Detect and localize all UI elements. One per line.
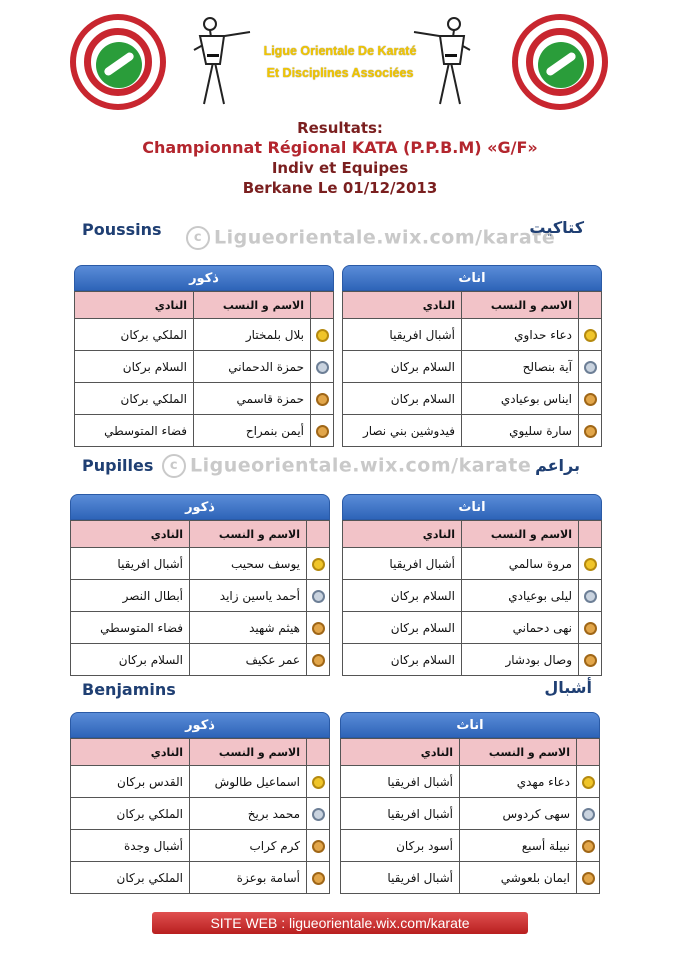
title-line-1: Resultats:	[297, 119, 383, 137]
column-club: النادي	[343, 521, 462, 548]
league-name-line1: Ligue Orientale De Karaté	[263, 44, 417, 58]
table-row: أسامة بوعزة الملكي بركان	[71, 862, 330, 894]
title-line-4: Berkane Le 01/12/2013	[242, 179, 438, 197]
table-header-boys: ذكور	[70, 712, 330, 738]
column-club: النادي	[341, 739, 460, 766]
gold-medal-icon	[312, 558, 325, 571]
table-row: عمر عكيف السلام بركان	[71, 644, 330, 676]
table-row: هيثم شهيد فضاء المتوسطي	[71, 612, 330, 644]
table-boys-poussins	[74, 265, 334, 447]
column-name: الاسم و النسب	[462, 521, 579, 548]
column-name: الاسم و النسب	[194, 292, 311, 319]
table-girls-pupilles	[342, 494, 602, 676]
table-row: حمزة قاسمي الملكي بركان	[75, 383, 334, 415]
results-table	[74, 291, 334, 447]
gold-medal-icon	[312, 776, 325, 789]
table-row: مروة سالمي أشبال افريقيا	[343, 548, 602, 580]
table-row: حمزة الدحماني السلام بركان	[75, 351, 334, 383]
league-name-line2: Et Disciplines Associées	[266, 66, 414, 80]
bronze-medal-icon	[584, 393, 597, 406]
bronze-medal-icon	[316, 425, 329, 438]
table-column-headers	[341, 739, 600, 766]
category-fr-pupilles: Pupilles	[82, 456, 154, 475]
table-row: يوسف سحيب أشبال افريقيا	[71, 548, 330, 580]
table-row: ايمان بلعوشي أشبال افريقيا	[341, 862, 600, 894]
page-title	[90, 118, 590, 198]
table-row: سارة سليوي فيدوشين بني نصار	[343, 415, 602, 447]
bronze-medal-icon	[584, 622, 597, 635]
silver-medal-icon	[312, 808, 325, 821]
silver-medal-icon	[582, 808, 595, 821]
bronze-medal-icon	[312, 654, 325, 667]
copyright-icon: c	[162, 454, 186, 478]
league-name	[232, 40, 448, 84]
results-table	[340, 738, 600, 894]
table-row: أحمد ياسين زايد أبطال النصر	[71, 580, 330, 612]
column-club: النادي	[71, 739, 190, 766]
silver-medal-icon	[316, 361, 329, 374]
table-header-girls: اناث	[342, 494, 602, 520]
bronze-medal-icon	[316, 393, 329, 406]
column-name: الاسم و النسب	[462, 292, 579, 319]
category-fr-benjamins: Benjamins	[82, 680, 176, 699]
watermark-1	[186, 226, 555, 250]
table-row: محمد بريخ الملكي بركان	[71, 798, 330, 830]
column-club: النادي	[343, 292, 462, 319]
table-row: دعاء مهدي أشبال افريقيا	[341, 766, 600, 798]
table-row: نهى دحماني السلام بركان	[343, 612, 602, 644]
bronze-medal-icon	[312, 840, 325, 853]
table-header-girls: اناث	[342, 265, 602, 291]
league-logo-right	[512, 14, 608, 110]
table-girls-poussins	[342, 265, 602, 447]
table-header-boys: ذكور	[70, 494, 330, 520]
bronze-medal-icon	[582, 840, 595, 853]
watermark-text: Ligueorientale.wix.com/karate	[190, 454, 532, 477]
column-name: الاسم و النسب	[460, 739, 577, 766]
category-ar-poussins: كتاكيت	[529, 218, 584, 237]
category-fr-poussins: Poussins	[82, 220, 162, 239]
table-boys-pupilles	[70, 494, 330, 676]
table-row: دعاء حداوي أشبال افريقيا	[343, 319, 602, 351]
gold-medal-icon	[582, 776, 595, 789]
copyright-icon: c	[186, 226, 210, 250]
bronze-medal-icon	[312, 622, 325, 635]
table-column-headers	[71, 739, 330, 766]
silver-medal-icon	[312, 590, 325, 603]
silver-medal-icon	[584, 590, 597, 603]
gold-medal-icon	[584, 558, 597, 571]
results-table	[342, 520, 602, 676]
results-table	[342, 291, 602, 447]
title-line-2: Championnat Régional KATA (P.P.B.M) «G/F»	[142, 138, 538, 157]
column-club: النادي	[75, 292, 194, 319]
bronze-medal-icon	[312, 872, 325, 885]
category-ar-benjamins: أشبال	[544, 678, 592, 697]
table-row: نبيلة أسبع أسود بركان	[341, 830, 600, 862]
watermark-text: Ligueorientale.wix.com/karate	[214, 226, 556, 249]
table-row: آية بنصالح السلام بركان	[343, 351, 602, 383]
gold-medal-icon	[584, 329, 597, 342]
table-row: وصال بودشار السلام بركان	[343, 644, 602, 676]
column-name: الاسم و النسب	[190, 521, 307, 548]
table-row: ايناس بوعيادي السلام بركان	[343, 383, 602, 415]
watermark-2	[162, 454, 531, 478]
silver-medal-icon	[584, 361, 597, 374]
table-column-headers	[343, 521, 602, 548]
table-row: أيمن بنمراح فضاء المتوسطي	[75, 415, 334, 447]
table-row: بلال بلمختار الملكي بركان	[75, 319, 334, 351]
table-row: اسماعيل طالوش القدس بركان	[71, 766, 330, 798]
table-row: كرم كراب أشبال وجدة	[71, 830, 330, 862]
results-table	[70, 520, 330, 676]
table-column-headers	[75, 292, 334, 319]
table-column-headers	[343, 292, 602, 319]
table-header-boys: ذكور	[74, 265, 334, 291]
bronze-medal-icon	[584, 425, 597, 438]
table-row: ليلى بوعيادي السلام بركان	[343, 580, 602, 612]
league-logo-left	[70, 14, 166, 110]
table-column-headers	[71, 521, 330, 548]
table-header-girls: اناث	[340, 712, 600, 738]
results-table	[70, 738, 330, 894]
bronze-medal-icon	[582, 872, 595, 885]
bronze-medal-icon	[584, 654, 597, 667]
table-row: سهى كردوس أشبال افريقيا	[341, 798, 600, 830]
table-boys-benjamins	[70, 712, 330, 894]
column-name: الاسم و النسب	[190, 739, 307, 766]
column-club: النادي	[71, 521, 190, 548]
gold-medal-icon	[316, 329, 329, 342]
title-line-3: Indiv et Equipes	[271, 159, 409, 177]
category-ar-pupilles: براعم	[535, 456, 580, 475]
footer-website-link[interactable]: SITE WEB : ligueorientale.wix.com/karate	[152, 912, 528, 934]
table-girls-benjamins	[340, 712, 600, 894]
